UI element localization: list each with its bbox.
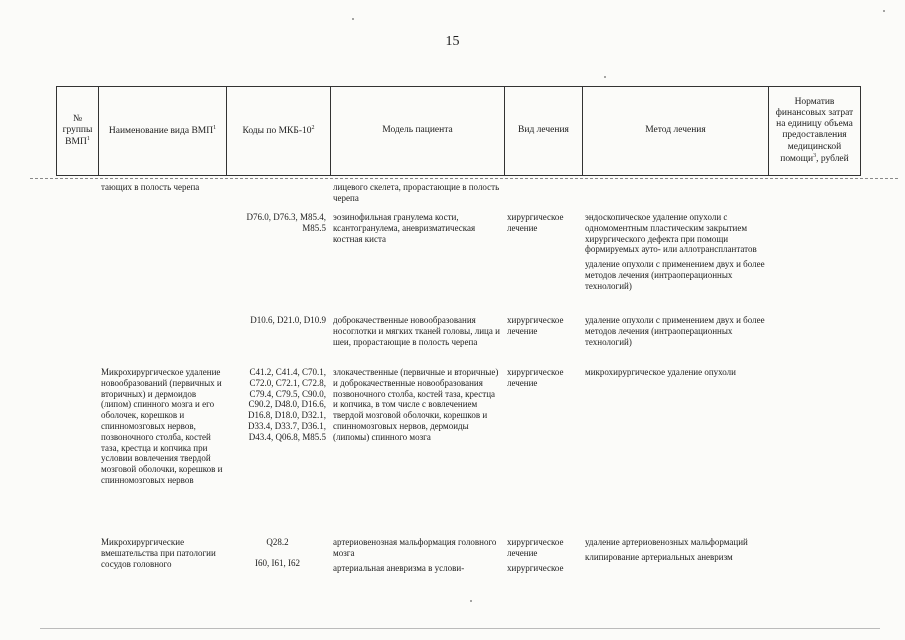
- row-group-number: [56, 535, 98, 585]
- row-vmp-name: тающих в полость черепа: [101, 182, 200, 192]
- table-row: [56, 365, 860, 535]
- row-vmp-name: [98, 210, 226, 313]
- treatment-text-alt: хирургическое: [507, 562, 564, 573]
- method-text: эндоскопическое удаление опухоли с одномоментным пластическим закрытием хирургического дефекта при помощи формируемых ауто- или аллотрансплантатов: [585, 212, 757, 255]
- method-text: удаление артериовенозных мальформаций: [585, 537, 748, 547]
- row-treatment-method: [582, 535, 768, 585]
- row-patient-model: лицевого скелета, прорастающие в полость черепа: [333, 182, 500, 203]
- table-row: [56, 535, 860, 585]
- row-treatment-type: [504, 535, 582, 585]
- row-icd-codes: C41.2, C41.4, C70.1, C72.0, C72.1, C72.8, C79.4, C79.5, C90.0, C90.2, D48.0, D16.6, D16.8, D18.0, D32.1, D33.4, D33.7, D36.1, D43.4, Q06.8, M85.5: [248, 367, 326, 442]
- row-treatment-type: хирургическое лечение: [507, 367, 564, 388]
- scan-speck: [883, 10, 885, 12]
- header-patient-model: Модель пациента: [331, 87, 505, 176]
- row-treatment-method: микрохирургическое удаление опухоли: [585, 367, 736, 377]
- row-group-number: [56, 313, 98, 365]
- header-vmp-name: Наименование вида ВМП$^1$: [99, 87, 227, 176]
- row-group-number: [56, 180, 98, 210]
- row-cost-norm: [768, 365, 860, 535]
- row-group-number: [56, 365, 98, 535]
- scan-speck: [352, 18, 354, 20]
- row-cost-norm: [768, 180, 860, 210]
- header-group-number: № группы ВМП$^1$: [57, 87, 99, 176]
- icd-code: Q28.2: [266, 537, 289, 547]
- table-body: [56, 180, 860, 585]
- table-header: [56, 86, 861, 176]
- row-treatment-method: удаление опухоли с применением двух и более методов лечения (интраоперационных технологий): [585, 315, 765, 347]
- row-cost-norm: [768, 313, 860, 365]
- row-cost-norm: [768, 535, 860, 585]
- scan-speck: [604, 76, 606, 78]
- row-treatment-type: хирургическое лечение: [507, 212, 564, 233]
- method-text-alt: клипирование артериальных аневризм: [585, 551, 733, 562]
- row-icd-codes: [226, 180, 330, 210]
- header-cost-norm: Норматив финансовых затрат на единицу объема предоставления медицинской помощи$^3$, рублей: [769, 87, 861, 176]
- model-text: артериовенозная мальформация головного мозга: [333, 537, 497, 558]
- scan-speck: [470, 600, 472, 602]
- header-row: [57, 87, 861, 176]
- page-number: 15: [445, 34, 460, 49]
- row-patient-model: [330, 535, 504, 585]
- row-vmp-name: [98, 313, 226, 365]
- row-vmp-name: Микрохирургические вмешательства при патологии сосудов головного: [101, 537, 216, 569]
- row-treatment-method: [582, 180, 768, 210]
- row-treatment-type: хирургическое лечение: [507, 315, 564, 336]
- row-group-number: [56, 210, 98, 313]
- row-cost-norm: [768, 210, 860, 313]
- table-row: [56, 180, 860, 210]
- row-patient-model: доброкачественные новообразования носоглотки и мягких тканей головы, лица и шеи, прорастающие в полость черепа: [333, 315, 500, 347]
- row-vmp-name: Микрохирургическое удаление новообразований (первичных и вторичных) и дермоидов (липом) спинного мозга и его оболочек, корешков и спинномозговых нервов, позвоночного столба, костей таза, крестца и копчика при условии вовлечения твердой мозговой оболочки, корешков и спинномозговых нервов: [101, 367, 223, 485]
- table-row: [56, 313, 860, 365]
- header-treatment-method: Метод лечения: [583, 87, 769, 176]
- scan-edge-line: [40, 628, 880, 629]
- row-icd-codes: D10.6, D21.0, D10.9: [250, 315, 326, 325]
- row-icd-codes: [226, 535, 330, 585]
- row-treatment-method: [582, 210, 768, 313]
- row-patient-model: злокачественные (первичные и вторичные) и доброкачественные новообразования позвоночного столба, костей таза, крестца и копчика, в том числе с вовлечением твердой мозговой оболочки, корешков и спинномозговых нервов, дермоиды (липомы) спинного мозга: [333, 367, 499, 442]
- icd-code-alt: I60, I61, I62: [255, 557, 300, 568]
- row-treatment-type: [504, 180, 582, 210]
- method-text-alt: удаление опухоли с применением двух и более методов лечения (интраоперационных технологий): [585, 259, 765, 291]
- page-break-rule: [30, 178, 898, 179]
- row-icd-codes: D76.0, D76.3, M85.4, M85.5: [246, 212, 326, 233]
- table-row: [56, 210, 860, 313]
- model-text-alt: артериальная аневризма в услови-: [333, 562, 465, 573]
- header-treatment-type: Вид лечения: [505, 87, 583, 176]
- treatment-text: хирургическое лечение: [507, 537, 564, 558]
- header-icd-codes: Коды по МКБ-$10^2$: [227, 87, 331, 176]
- row-patient-model: эозинофильная гранулема кости, ксантогранулема, аневризматическая костная киста: [333, 212, 476, 244]
